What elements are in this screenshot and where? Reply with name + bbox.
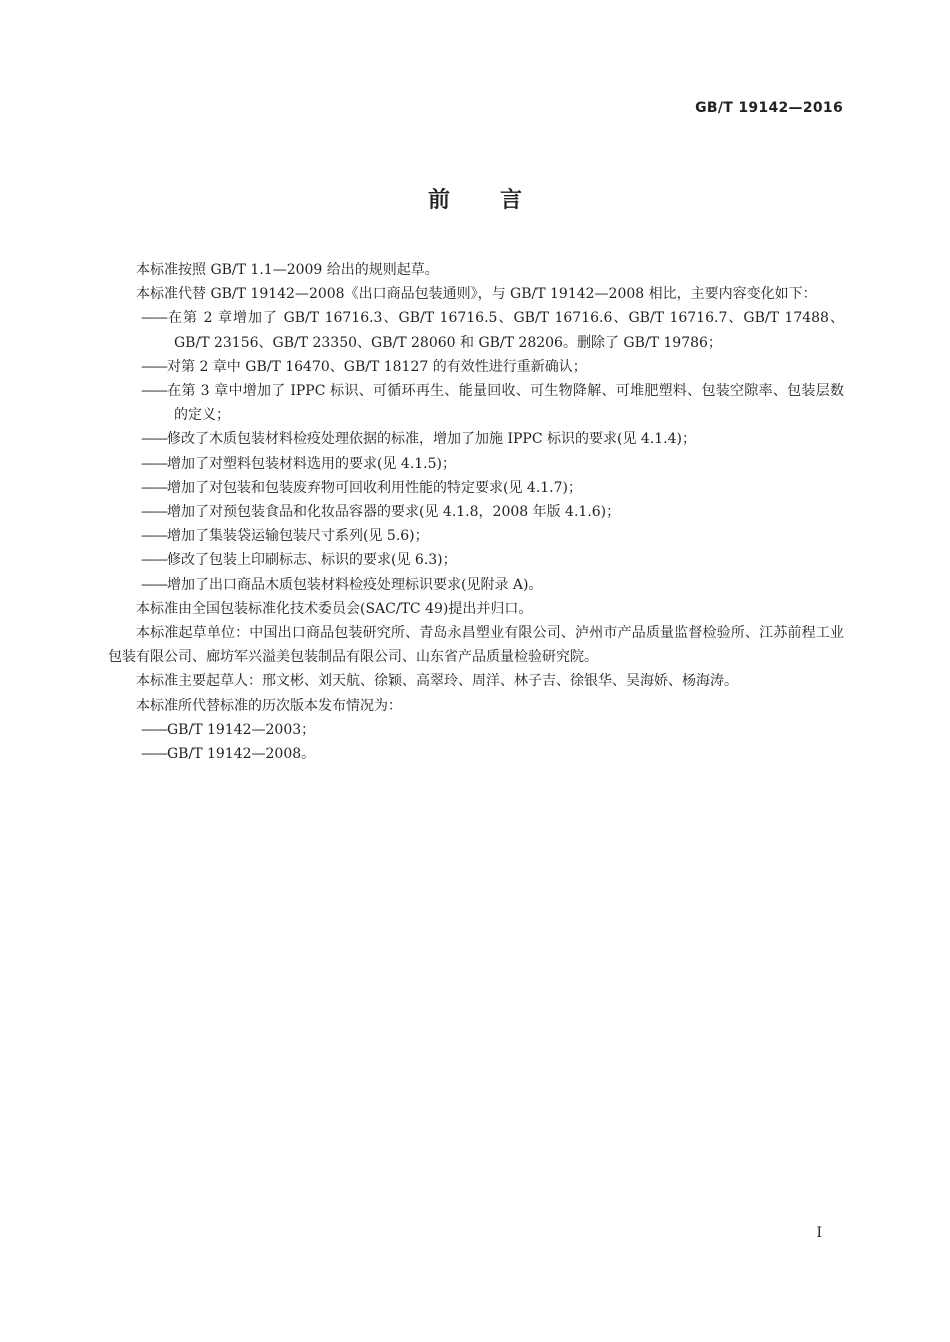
version-item: ——GB/T 19142—2003； [141,721,316,738]
change-item: ——增加了集装袋运输包装尺寸系列(见 5.6)； [141,528,429,545]
paragraph: 本标准主要起草人：邢文彬、刘天航、徐颖、高翠玲、周洋、林子吉、徐银华、吴海娇、杨海涛。 [136,673,738,690]
paragraph: 本标准起草单位：中国出口商品包装研究所、青岛永昌塑业有限公司、泸州市产品质量监督检验所、江苏前程工业包装有限公司、廊坊军兴溢美包装制品有限公司、山东省产品质量检验研究院。 [108,625,844,666]
change-item: ——修改了木质包装材料检疫处理依据的标准，增加了加施 IPPC 标识的要求(见 4.1.4)； [141,431,696,448]
change-item: ——在第 3 章中增加了 IPPC 标识、可循环再生、能量回收、可生物降解、可堆肥塑料、包装空隙率、包装层数的定义； [141,383,844,424]
paragraph: 本标准由全国包装标准化技术委员会(SAC/TC 49)提出并归口。 [136,600,533,617]
page-number: I [816,1225,822,1241]
change-item: ——对第 2 章中 GB/T 16470、GB/T 18127 的有效性进行重新确认； [141,358,587,375]
paragraph: 本标准代替 GB/T 19142—2008《出口商品包装通则》，与 GB/T 19142—2008 相比，主要内容变化如下： [136,286,817,303]
change-item: ——修改了包装上印刷标志、标识的要求(见 6.3)； [141,552,457,569]
version-item: ——GB/T 19142—2008。 [141,746,316,763]
change-item: ——增加了对预包装食品和化妆品容器的要求(见 4.1.8，2008 年版 4.1.6)； [141,504,621,521]
document-body [108,258,844,766]
paragraph: 本标准所代替标准的历次版本发布情况为： [136,697,402,714]
standard-number: GB/T 19142—2016 [695,100,843,116]
paragraph: 本标准按照 GB/T 1.1—2009 给出的规则起草。 [136,262,439,278]
page-title: 前言 [427,188,572,213]
change-item: ——增加了出口商品木质包装材料检疫处理标识要求(见附录 A)。 [141,576,543,593]
change-item: ——在第 2 章增加了 GB/T 16716.3、GB/T 16716.5、GB/T 16716.6、GB/T 16716.7、GB/T 17488、GB/T 23156、GB/T 23350、GB/T 28060 和 GB/T 28206。删除了 GB/T 19786； [141,310,844,351]
change-item: ——增加了对包装和包装废弃物可回收利用性能的特定要求(见 4.1.7)； [141,479,582,496]
change-item: ——增加了对塑料包装材料选用的要求(见 4.1.5)； [141,455,456,472]
